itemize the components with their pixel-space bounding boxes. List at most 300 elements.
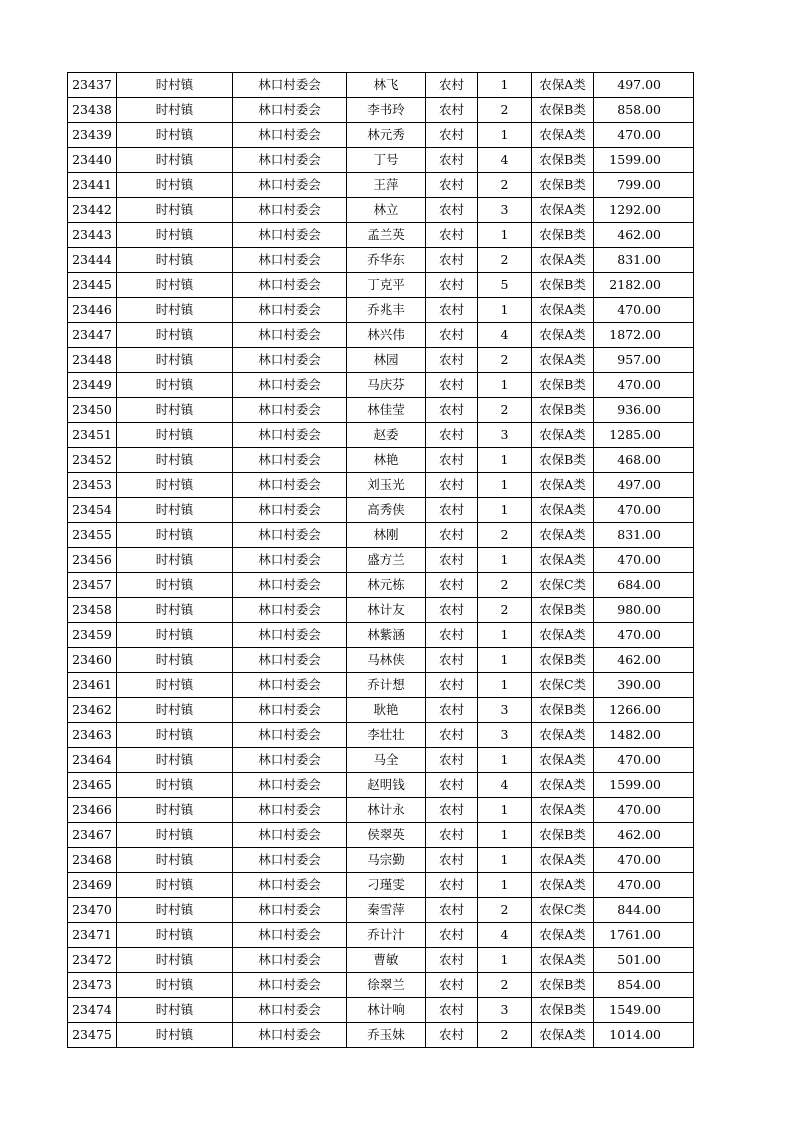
cell-record-number: 23457	[68, 573, 117, 598]
cell-amount: 957.00	[594, 348, 694, 373]
cell-township: 时村镇	[117, 598, 233, 623]
cell-record-number: 23466	[68, 798, 117, 823]
cell-village-committee: 林口村委会	[233, 823, 347, 848]
cell-household-size: 1	[478, 223, 532, 248]
cell-township: 时村镇	[117, 73, 233, 98]
cell-record-number: 23465	[68, 773, 117, 798]
cell-household-type: 农村	[426, 398, 478, 423]
cell-household-size: 1	[478, 873, 532, 898]
cell-township: 时村镇	[117, 673, 233, 698]
cell-person-name: 赵委	[347, 423, 426, 448]
cell-village-committee: 林口村委会	[233, 298, 347, 323]
cell-insurance-category: 农保A类	[532, 848, 594, 873]
cell-township: 时村镇	[117, 748, 233, 773]
cell-village-committee: 林口村委会	[233, 873, 347, 898]
cell-insurance-category: 农保A类	[532, 323, 594, 348]
cell-township: 时村镇	[117, 273, 233, 298]
cell-township: 时村镇	[117, 523, 233, 548]
cell-record-number: 23463	[68, 723, 117, 748]
cell-township: 时村镇	[117, 973, 233, 998]
table-row	[68, 398, 694, 423]
cell-person-name: 刁瑾雯	[347, 873, 426, 898]
cell-household-type: 农村	[426, 73, 478, 98]
cell-township: 时村镇	[117, 898, 233, 923]
cell-household-type: 农村	[426, 298, 478, 323]
cell-record-number: 23470	[68, 898, 117, 923]
cell-person-name: 马宗勤	[347, 848, 426, 873]
cell-insurance-category: 农保A类	[532, 873, 594, 898]
table-row	[68, 98, 694, 123]
cell-township: 时村镇	[117, 623, 233, 648]
cell-household-type: 农村	[426, 723, 478, 748]
table-row	[68, 73, 694, 98]
cell-household-size: 2	[478, 98, 532, 123]
cell-amount: 462.00	[594, 648, 694, 673]
cell-household-size: 1	[478, 648, 532, 673]
cell-household-type: 农村	[426, 798, 478, 823]
cell-amount: 470.00	[594, 498, 694, 523]
cell-township: 时村镇	[117, 698, 233, 723]
cell-record-number: 23456	[68, 548, 117, 573]
cell-household-size: 1	[478, 298, 532, 323]
cell-household-type: 农村	[426, 773, 478, 798]
cell-township: 时村镇	[117, 98, 233, 123]
cell-household-size: 1	[478, 123, 532, 148]
cell-person-name: 林刚	[347, 523, 426, 548]
cell-village-committee: 林口村委会	[233, 948, 347, 973]
cell-insurance-category: 农保B类	[532, 598, 594, 623]
cell-person-name: 林佳莹	[347, 398, 426, 423]
cell-household-size: 2	[478, 248, 532, 273]
cell-township: 时村镇	[117, 373, 233, 398]
table-row	[68, 423, 694, 448]
cell-village-committee: 林口村委会	[233, 598, 347, 623]
cell-village-committee: 林口村委会	[233, 973, 347, 998]
cell-household-type: 农村	[426, 423, 478, 448]
cell-record-number: 23475	[68, 1023, 117, 1048]
cell-household-size: 2	[478, 973, 532, 998]
cell-person-name: 林立	[347, 198, 426, 223]
cell-insurance-category: 农保B类	[532, 698, 594, 723]
cell-person-name: 徐翠兰	[347, 973, 426, 998]
cell-village-committee: 林口村委会	[233, 723, 347, 748]
cell-township: 时村镇	[117, 173, 233, 198]
cell-amount: 1482.00	[594, 723, 694, 748]
table-row	[68, 123, 694, 148]
cell-person-name: 林元栋	[347, 573, 426, 598]
cell-village-committee: 林口村委会	[233, 573, 347, 598]
table-row	[68, 148, 694, 173]
table-row	[68, 323, 694, 348]
cell-household-size: 2	[478, 348, 532, 373]
cell-person-name: 林计友	[347, 598, 426, 623]
table-row	[68, 273, 694, 298]
cell-insurance-category: 农保A类	[532, 948, 594, 973]
cell-township: 时村镇	[117, 648, 233, 673]
cell-record-number: 23454	[68, 498, 117, 523]
cell-village-committee: 林口村委会	[233, 798, 347, 823]
cell-household-size: 1	[478, 823, 532, 848]
cell-record-number: 23452	[68, 448, 117, 473]
cell-village-committee: 林口村委会	[233, 223, 347, 248]
cell-village-committee: 林口村委会	[233, 373, 347, 398]
cell-household-type: 农村	[426, 848, 478, 873]
cell-household-size: 4	[478, 773, 532, 798]
cell-insurance-category: 农保A类	[532, 123, 594, 148]
cell-household-type: 农村	[426, 473, 478, 498]
cell-household-type: 农村	[426, 998, 478, 1023]
cell-person-name: 刘玉光	[347, 473, 426, 498]
table-row	[68, 923, 694, 948]
cell-household-type: 农村	[426, 873, 478, 898]
cell-amount: 468.00	[594, 448, 694, 473]
cell-township: 时村镇	[117, 348, 233, 373]
cell-insurance-category: 农保B类	[532, 448, 594, 473]
cell-record-number: 23450	[68, 398, 117, 423]
cell-insurance-category: 农保A类	[532, 198, 594, 223]
cell-amount: 1872.00	[594, 323, 694, 348]
cell-insurance-category: 农保A类	[532, 923, 594, 948]
cell-amount: 831.00	[594, 523, 694, 548]
table-row	[68, 473, 694, 498]
cell-township: 时村镇	[117, 398, 233, 423]
table-body	[68, 73, 694, 1048]
cell-amount: 390.00	[594, 673, 694, 698]
cell-household-size: 1	[478, 448, 532, 473]
cell-township: 时村镇	[117, 773, 233, 798]
cell-village-committee: 林口村委会	[233, 173, 347, 198]
cell-household-type: 农村	[426, 123, 478, 148]
cell-township: 时村镇	[117, 148, 233, 173]
cell-insurance-category: 农保A类	[532, 773, 594, 798]
cell-person-name: 林园	[347, 348, 426, 373]
cell-household-size: 1	[478, 848, 532, 873]
cell-person-name: 林兴伟	[347, 323, 426, 348]
cell-amount: 462.00	[594, 223, 694, 248]
cell-record-number: 23446	[68, 298, 117, 323]
cell-household-size: 1	[478, 473, 532, 498]
cell-amount: 470.00	[594, 748, 694, 773]
cell-insurance-category: 农保B类	[532, 173, 594, 198]
cell-household-type: 农村	[426, 448, 478, 473]
cell-amount: 470.00	[594, 623, 694, 648]
cell-household-size: 2	[478, 523, 532, 548]
table-row	[68, 248, 694, 273]
cell-record-number: 23453	[68, 473, 117, 498]
cell-record-number: 23440	[68, 148, 117, 173]
table-row	[68, 673, 694, 698]
cell-insurance-category: 农保A类	[532, 723, 594, 748]
cell-township: 时村镇	[117, 198, 233, 223]
cell-insurance-category: 农保A类	[532, 73, 594, 98]
cell-person-name: 孟兰英	[347, 223, 426, 248]
cell-insurance-category: 农保A类	[532, 348, 594, 373]
table-row	[68, 498, 694, 523]
cell-insurance-category: 农保A类	[532, 298, 594, 323]
cell-insurance-category: 农保A类	[532, 423, 594, 448]
cell-village-committee: 林口村委会	[233, 998, 347, 1023]
cell-insurance-category: 农保B类	[532, 998, 594, 1023]
cell-village-committee: 林口村委会	[233, 248, 347, 273]
cell-record-number: 23474	[68, 998, 117, 1023]
cell-amount: 1599.00	[594, 773, 694, 798]
cell-township: 时村镇	[117, 873, 233, 898]
table-row	[68, 548, 694, 573]
table-row	[68, 1023, 694, 1048]
cell-household-size: 1	[478, 498, 532, 523]
table-row	[68, 348, 694, 373]
cell-village-committee: 林口村委会	[233, 748, 347, 773]
table-row	[68, 898, 694, 923]
cell-record-number: 23462	[68, 698, 117, 723]
cell-amount: 936.00	[594, 398, 694, 423]
cell-township: 时村镇	[117, 948, 233, 973]
cell-amount: 980.00	[594, 598, 694, 623]
table-row	[68, 848, 694, 873]
cell-person-name: 林艳	[347, 448, 426, 473]
cell-person-name: 乔玉妹	[347, 1023, 426, 1048]
cell-township: 时村镇	[117, 298, 233, 323]
cell-household-type: 农村	[426, 748, 478, 773]
cell-record-number: 23469	[68, 873, 117, 898]
cell-record-number: 23464	[68, 748, 117, 773]
cell-amount: 1014.00	[594, 1023, 694, 1048]
cell-village-committee: 林口村委会	[233, 523, 347, 548]
cell-person-name: 李书玲	[347, 98, 426, 123]
cell-township: 时村镇	[117, 448, 233, 473]
cell-household-type: 农村	[426, 823, 478, 848]
cell-person-name: 马林侠	[347, 648, 426, 673]
table-row	[68, 598, 694, 623]
cell-village-committee: 林口村委会	[233, 848, 347, 873]
cell-record-number: 23439	[68, 123, 117, 148]
table-row	[68, 448, 694, 473]
cell-record-number: 23451	[68, 423, 117, 448]
cell-person-name: 林计永	[347, 798, 426, 823]
cell-insurance-category: 农保B类	[532, 373, 594, 398]
cell-record-number: 23449	[68, 373, 117, 398]
cell-amount: 1549.00	[594, 998, 694, 1023]
cell-insurance-category: 农保A类	[532, 548, 594, 573]
cell-amount: 497.00	[594, 473, 694, 498]
cell-household-size: 1	[478, 623, 532, 648]
cell-household-type: 农村	[426, 148, 478, 173]
cell-record-number: 23455	[68, 523, 117, 548]
cell-amount: 2182.00	[594, 273, 694, 298]
cell-record-number: 23467	[68, 823, 117, 848]
table-row	[68, 873, 694, 898]
cell-record-number: 23448	[68, 348, 117, 373]
cell-village-committee: 林口村委会	[233, 323, 347, 348]
cell-village-committee: 林口村委会	[233, 623, 347, 648]
cell-village-committee: 林口村委会	[233, 648, 347, 673]
cell-household-type: 农村	[426, 348, 478, 373]
cell-village-committee: 林口村委会	[233, 273, 347, 298]
table-row	[68, 173, 694, 198]
cell-person-name: 林计响	[347, 998, 426, 1023]
cell-household-type: 农村	[426, 523, 478, 548]
cell-township: 时村镇	[117, 473, 233, 498]
cell-record-number: 23472	[68, 948, 117, 973]
cell-household-type: 农村	[426, 673, 478, 698]
cell-household-type: 农村	[426, 973, 478, 998]
cell-record-number: 23444	[68, 248, 117, 273]
cell-amount: 470.00	[594, 848, 694, 873]
cell-household-type: 农村	[426, 173, 478, 198]
cell-insurance-category: 农保B类	[532, 648, 594, 673]
cell-insurance-category: 农保C类	[532, 673, 594, 698]
table-row	[68, 723, 694, 748]
table-row	[68, 798, 694, 823]
cell-township: 时村镇	[117, 498, 233, 523]
cell-household-type: 农村	[426, 323, 478, 348]
cell-village-committee: 林口村委会	[233, 348, 347, 373]
cell-insurance-category: 农保B类	[532, 98, 594, 123]
cell-insurance-category: 农保B类	[532, 273, 594, 298]
cell-amount: 470.00	[594, 798, 694, 823]
cell-insurance-category: 农保A类	[532, 748, 594, 773]
cell-person-name: 乔计汁	[347, 923, 426, 948]
cell-person-name: 王萍	[347, 173, 426, 198]
cell-record-number: 23441	[68, 173, 117, 198]
cell-village-committee: 林口村委会	[233, 898, 347, 923]
cell-person-name: 林飞	[347, 73, 426, 98]
cell-township: 时村镇	[117, 823, 233, 848]
cell-village-committee: 林口村委会	[233, 423, 347, 448]
cell-household-type: 农村	[426, 648, 478, 673]
cell-insurance-category: 农保A类	[532, 523, 594, 548]
cell-household-type: 农村	[426, 573, 478, 598]
cell-household-type: 农村	[426, 623, 478, 648]
cell-village-committee: 林口村委会	[233, 673, 347, 698]
cell-record-number: 23442	[68, 198, 117, 223]
cell-township: 时村镇	[117, 123, 233, 148]
cell-household-type: 农村	[426, 898, 478, 923]
cell-household-size: 3	[478, 423, 532, 448]
cell-person-name: 耿艳	[347, 698, 426, 723]
cell-amount: 1599.00	[594, 148, 694, 173]
cell-record-number: 23468	[68, 848, 117, 873]
cell-amount: 501.00	[594, 948, 694, 973]
table-row	[68, 648, 694, 673]
cell-person-name: 乔华东	[347, 248, 426, 273]
cell-person-name: 马全	[347, 748, 426, 773]
cell-household-type: 农村	[426, 1023, 478, 1048]
cell-amount: 1266.00	[594, 698, 694, 723]
table-row	[68, 698, 694, 723]
cell-township: 时村镇	[117, 998, 233, 1023]
cell-household-type: 农村	[426, 698, 478, 723]
cell-village-committee: 林口村委会	[233, 148, 347, 173]
cell-township: 时村镇	[117, 573, 233, 598]
cell-person-name: 侯翠英	[347, 823, 426, 848]
cell-household-size: 1	[478, 748, 532, 773]
cell-record-number: 23438	[68, 98, 117, 123]
table-row	[68, 223, 694, 248]
cell-amount: 470.00	[594, 123, 694, 148]
cell-record-number: 23447	[68, 323, 117, 348]
cell-amount: 1292.00	[594, 198, 694, 223]
cell-insurance-category: 农保C类	[532, 898, 594, 923]
cell-household-type: 农村	[426, 948, 478, 973]
cell-village-committee: 林口村委会	[233, 498, 347, 523]
cell-person-name: 盛方兰	[347, 548, 426, 573]
cell-township: 时村镇	[117, 323, 233, 348]
cell-amount: 1761.00	[594, 923, 694, 948]
cell-village-committee: 林口村委会	[233, 548, 347, 573]
cell-household-size: 1	[478, 948, 532, 973]
cell-person-name: 秦雪萍	[347, 898, 426, 923]
cell-insurance-category: 农保A类	[532, 1023, 594, 1048]
cell-person-name: 赵明钱	[347, 773, 426, 798]
cell-amount: 858.00	[594, 98, 694, 123]
cell-household-size: 2	[478, 398, 532, 423]
cell-village-committee: 林口村委会	[233, 698, 347, 723]
cell-person-name: 乔计想	[347, 673, 426, 698]
cell-insurance-category: 农保A类	[532, 623, 594, 648]
cell-amount: 854.00	[594, 973, 694, 998]
cell-insurance-category: 农保A类	[532, 473, 594, 498]
cell-insurance-category: 农保B类	[532, 823, 594, 848]
table-row	[68, 573, 694, 598]
cell-household-type: 农村	[426, 223, 478, 248]
cell-amount: 470.00	[594, 548, 694, 573]
cell-village-committee: 林口村委会	[233, 1023, 347, 1048]
cell-person-name: 李壮壮	[347, 723, 426, 748]
cell-insurance-category: 农保B类	[532, 223, 594, 248]
cell-amount: 497.00	[594, 73, 694, 98]
table-row	[68, 523, 694, 548]
cell-household-size: 3	[478, 698, 532, 723]
cell-record-number: 23459	[68, 623, 117, 648]
cell-village-committee: 林口村委会	[233, 73, 347, 98]
cell-amount: 831.00	[594, 248, 694, 273]
cell-township: 时村镇	[117, 248, 233, 273]
cell-record-number: 23458	[68, 598, 117, 623]
table-row	[68, 373, 694, 398]
cell-household-size: 2	[478, 173, 532, 198]
cell-township: 时村镇	[117, 848, 233, 873]
cell-record-number: 23445	[68, 273, 117, 298]
table-row	[68, 773, 694, 798]
cell-household-size: 3	[478, 723, 532, 748]
cell-amount: 470.00	[594, 873, 694, 898]
cell-person-name: 林紫涵	[347, 623, 426, 648]
table-row	[68, 948, 694, 973]
table-row	[68, 998, 694, 1023]
cell-household-type: 农村	[426, 373, 478, 398]
cell-village-committee: 林口村委会	[233, 398, 347, 423]
cell-household-type: 农村	[426, 273, 478, 298]
cell-township: 时村镇	[117, 798, 233, 823]
cell-household-size: 4	[478, 323, 532, 348]
cell-household-size: 2	[478, 598, 532, 623]
cell-person-name: 曹敏	[347, 948, 426, 973]
cell-household-size: 2	[478, 898, 532, 923]
table-row	[68, 623, 694, 648]
cell-amount: 470.00	[594, 373, 694, 398]
cell-household-type: 农村	[426, 98, 478, 123]
cell-person-name: 丁克平	[347, 273, 426, 298]
cell-person-name: 林元秀	[347, 123, 426, 148]
table-row	[68, 823, 694, 848]
cell-insurance-category: 农保A类	[532, 248, 594, 273]
cell-insurance-category: 农保A类	[532, 798, 594, 823]
table-row	[68, 298, 694, 323]
cell-household-size: 4	[478, 923, 532, 948]
cell-village-committee: 林口村委会	[233, 198, 347, 223]
cell-household-type: 农村	[426, 498, 478, 523]
